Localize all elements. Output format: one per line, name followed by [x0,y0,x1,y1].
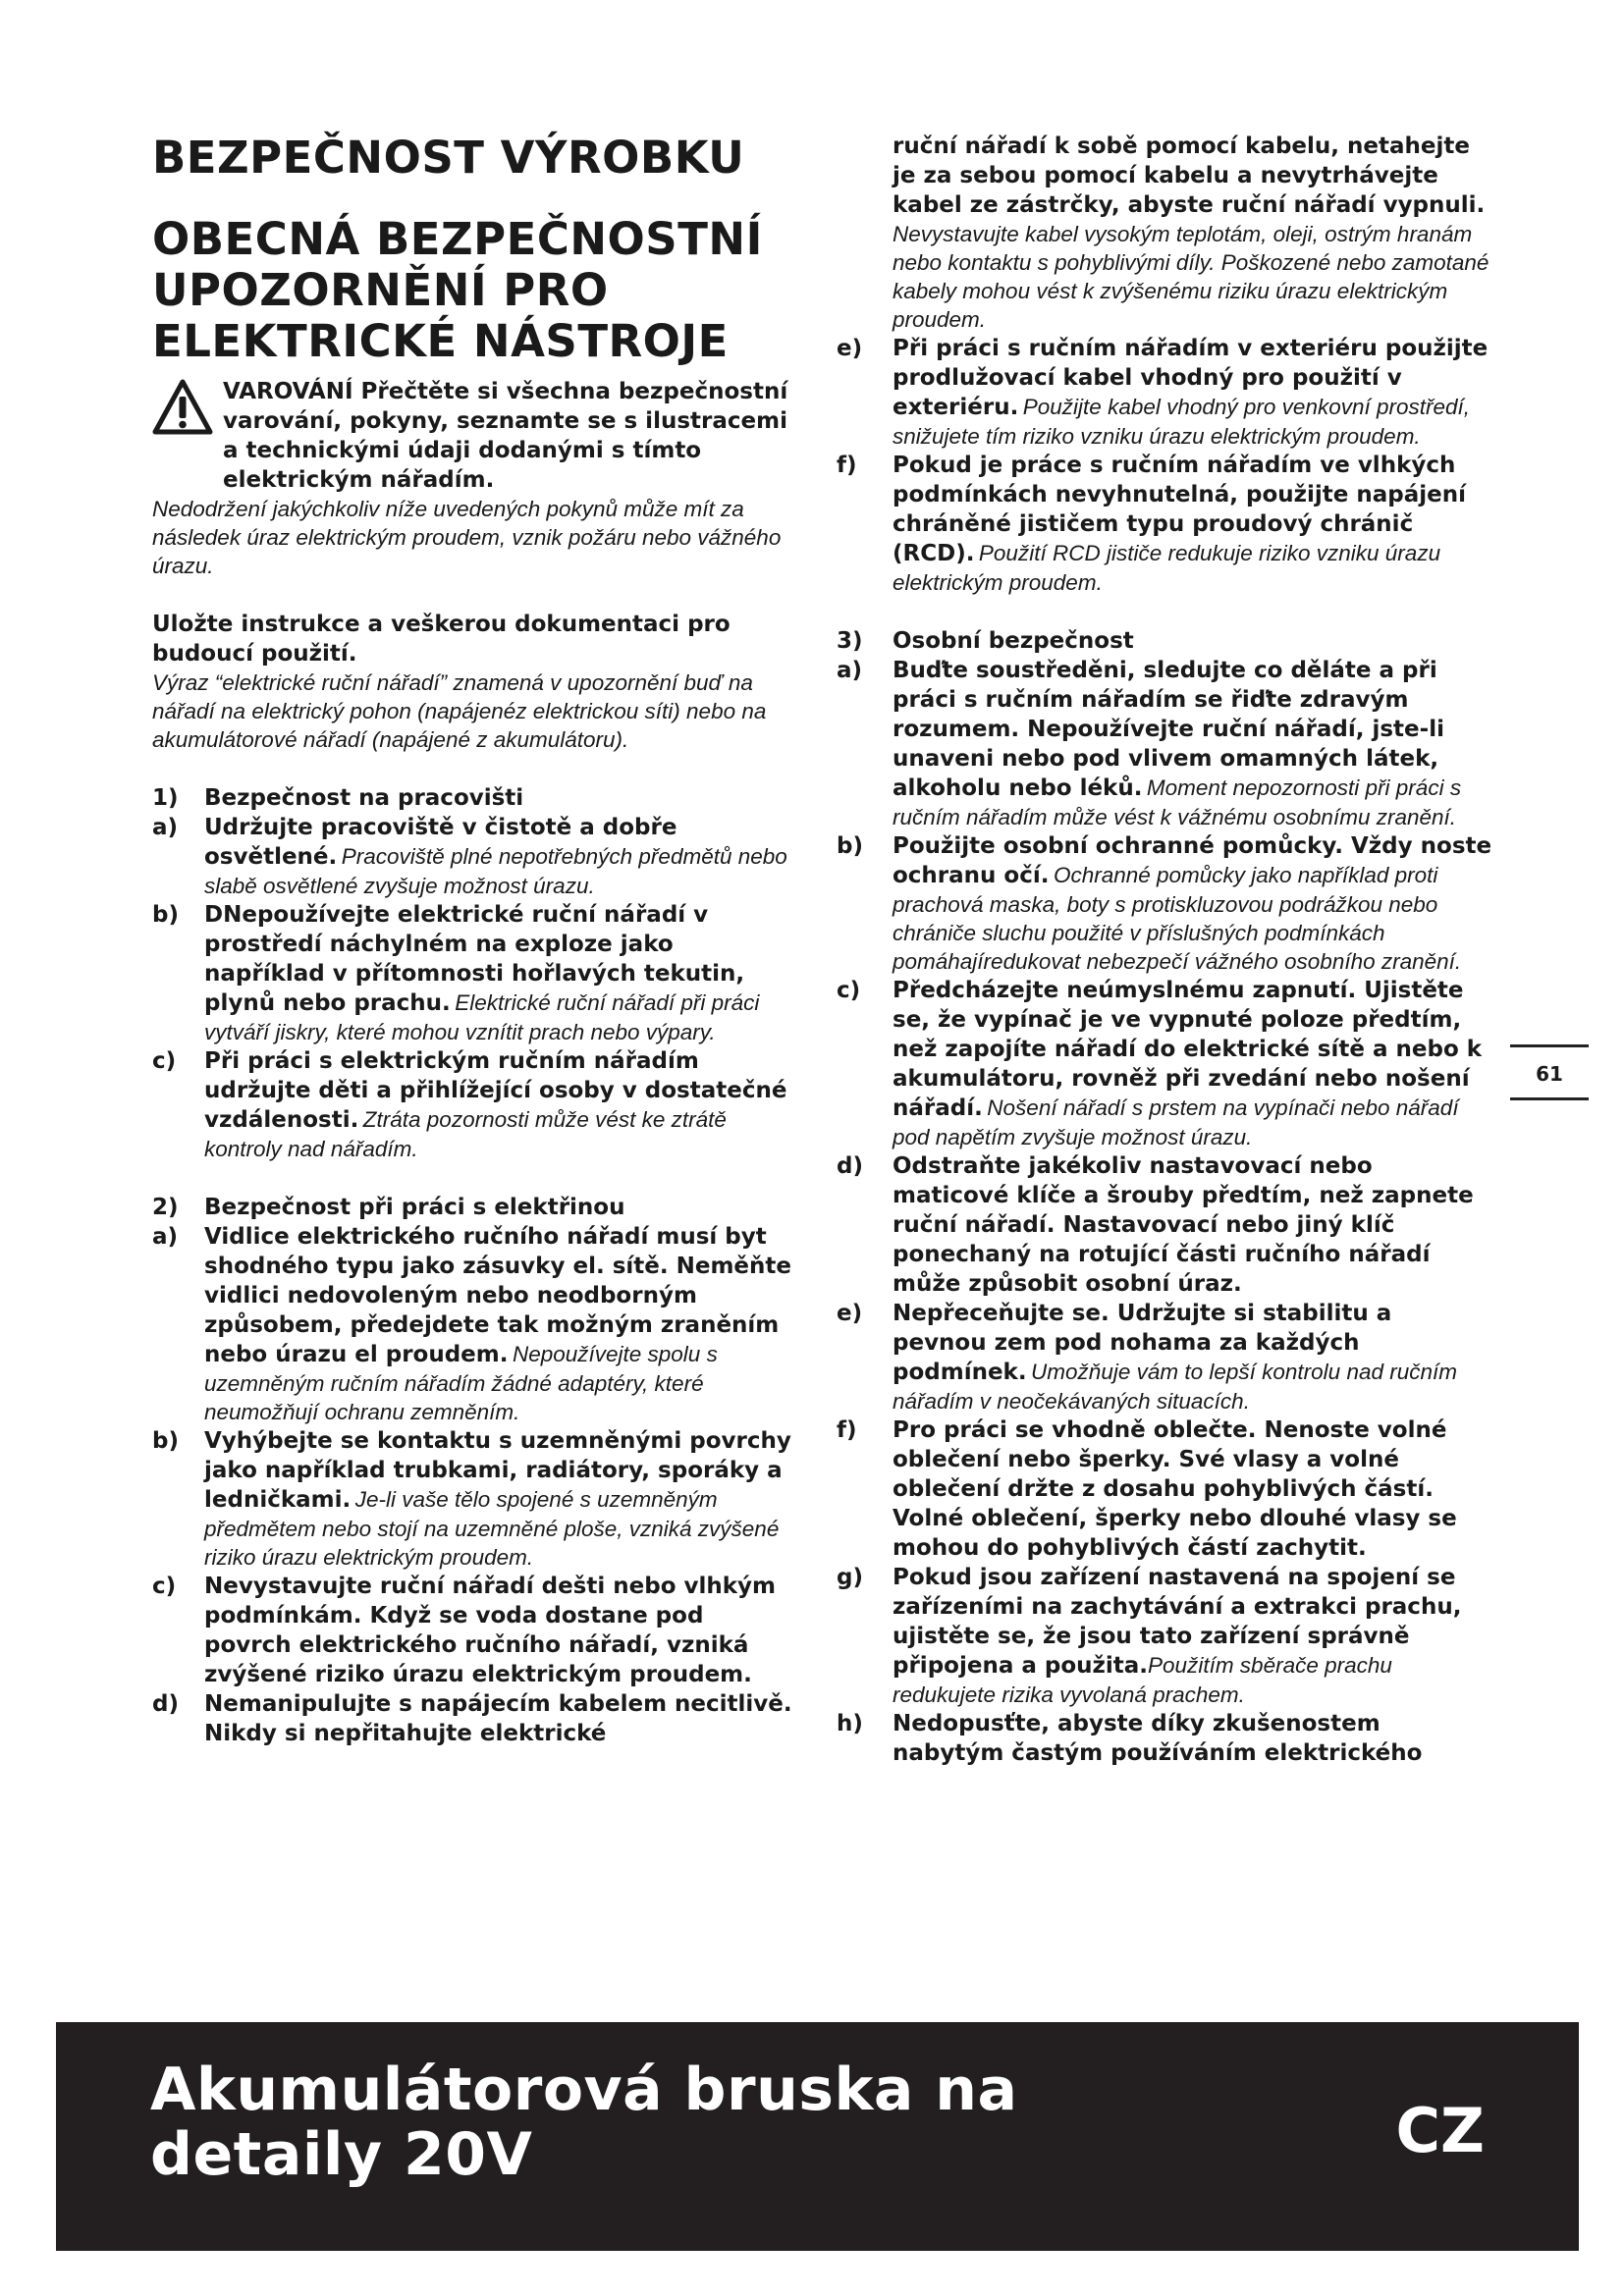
list-item [152,1572,795,1689]
tool-definition: Výraz “elektrické ruční nářadí” znamená v upozornění buď na nářadí na elektrický pohon (napájenéz elektrickou síti) nebo na akumulátorové nářadí (napájené z akumulátoru). [152,670,767,752]
item-italic: Umožňuje vám to lepší kontrolu nad ručním nářadím v neočekávaných situacích. [893,1360,1457,1414]
item-bold: Nepřeceňujte se. Udržujte si stabilitu a pevnou zem pod nohama za každých podmínek. [893,1301,1392,1385]
section-3-title-row [837,626,1492,656]
item-label: c) [837,978,861,1003]
warning-block [152,377,795,580]
list-item [152,1222,795,1426]
item-italic: Je-li vaše tělo spojené s uzemněným předmětem nebo stojí na uzemněné ploše, vzniká zvýšené riziko úrazu elektrickým proudem. [204,1487,780,1570]
item-bold: DNepoužívejte elektrické ruční nářadí v prostředí náchylném na exploze jako například v přítomnosti hořlavých tekutin, plynů nebo prachu. [204,902,745,1016]
item-bold: Vyhýbejte se kontaktu s uzemněnými povrchy jako například trubkami, radiátory, sporáky a ledničkami. [204,1428,791,1513]
item-italic: Elektrické ruční nářadí při práci vytváří jiskry, které mohou vznítit prach nebo výpary. [204,990,760,1044]
list-item [152,1426,795,1572]
item-italic: Nevystavujte kabel vysokým teplotám, oleji, ostrým hranám nebo kontaktu s pohyblivými díly. Poškozené nebo zamotané kabely mohou vést k zvýšenému riziku úrazu elektrickým proudem. [893,222,1489,332]
item-italic: Moment nepozornosti při práci s ručním nářadím může vést k vážnému osobnímu zranění. [893,775,1462,829]
item-bold: ruční nářadí k sobě pomocí kabelu, netahejte je za sebou pomocí kabelu a nevytrhávejte kabel ze zástrčky, abyste ruční nářadí vypnuli. [893,133,1486,218]
item-label: g) [837,1565,863,1590]
section-3-title: Osobní bezpečnost [893,628,1134,654]
item-label: c) [152,1574,177,1599]
item-italic: Nošení nářadí s prstem na vypínači nebo nářadí pod napětím zvyšuje možnost úrazu. [893,1095,1459,1149]
list-item [837,976,1492,1151]
section-2-title: Bezpečnost při práci s elektřinou [204,1195,625,1220]
footer-bar [56,2022,1579,2251]
list-item [837,656,1492,831]
item-label: f) [837,453,857,478]
item-bold: Při práci s elektrickým ručním nářadím udržujte děti a přihlížející osoby v dostatečné vzdálenosti. [204,1048,787,1133]
item-italic: Použitím sběrače prachu redukujete rizika vyvolaná prachem. [893,1653,1392,1707]
heading-sub: OBECNÁ BEZPEČNOSTNÍ UPOZORNĚNÍ PRO ELEKTRICKÉ NÁSTROJE [152,213,763,367]
item-label: a) [152,1224,179,1250]
item-label: h) [837,1711,863,1736]
item-label: b) [152,902,179,928]
item-bold: Nevystavujte ruční nářadí dešti nebo vlhkým podmínkám. Když se voda dostane pod povrch elektrického ručního nářadí, vzniká zvýšené riziko úrazu elektrickým proudem. [204,1574,777,1687]
item-label: e) [837,1301,863,1326]
section-1-title: Bezpečnost na pracovišti [204,785,524,811]
warning-triangle-icon [152,379,213,436]
item-italic: Ochranné pomůcky jako například proti prachová maska, boty s protiskluzovou podrážkou nebo chrániče sluchu použité v příslušných podmínkách pomáhajíredukovat nebezpečí vážného osobního zranění. [893,863,1462,974]
list-item [152,900,795,1046]
list-item [837,451,1492,597]
page-number-rule-bottom [1510,1097,1589,1100]
item-italic: Použití RCD jističe redukuje riziko vzniku úrazu elektrickým proudem. [893,541,1441,595]
item-bold: Odstraňte jakékoliv nastavovací nebo maticové klíče a šrouby předtím, než zapnete ruční nářadí. Nastavovací nebo jiný klíč ponechaný na rotující části ručního nářadí může způsobit osobní úraz. [893,1153,1474,1297]
item-bold: Použijte osobní ochranné pomůcky. Vždy noste ochranu očí. [893,833,1492,888]
item-bold: Pro práci se vhodně oblečte. Nenoste volné oblečení nebo šperky. Své vlasy a volné oblečení držte z dosahu pohyblivých částí. Volné oblečení, šperky nebo dlouhé vlasy se mohou do pohyblivých částí zachytit. [893,1417,1457,1561]
warning-bold-text: Přečtěte si všechna bezpečnostní varování, pokyny, seznamte se s ilustracemi a technickými údaji dodanými s tímto elektrickým nářadím. [223,379,788,493]
warning-italic-text: Nedodržení jakýchkoliv níže uvedených pokynů může mít za následek úraz elektrickým proudem, vznik požáru nebo vážného úrazu. [152,497,782,578]
section-1-number: 1) [152,785,179,811]
item-italic: Nepoužívejte spolu s uzemněným ručním nářadím žádné adaptéry, které neumožňují ochranu zemněním. [204,1342,718,1424]
continued-item [837,132,1492,334]
item-bold: Pokud je práce s ručním nářadím ve vlhkých podmínkách nevyhnutelná, použijte napájení chráněné jističem typu proudový chránič (RCD). [893,453,1466,566]
page-number-rule-top [1510,1044,1589,1047]
section-3-number: 3) [837,628,863,654]
product-title: Akumulátorová bruska na detaily 20V [150,2056,1018,2189]
list-item [837,1709,1492,1768]
list-item [152,1046,795,1163]
item-label: a) [152,815,179,840]
item-bold: Předcházejte neúmyslnému zapnutí. Ujistěte se, že vypínač je ve vypnuté poloze předtím, než zapojíte nářadí do elektrické sítě a nebo k akumulátoru, rovněž při zvedání nebo nošení nářadí. [893,978,1483,1121]
warning-text [152,377,795,495]
left-column [152,132,795,1748]
item-bold: Nemanipulujte s napájecím kabelem necitlivě. Nikdy si nepřitahujte elektrické [204,1691,792,1746]
item-bold: Při práci s ručním nářadím v exteriéru použijte prodlužovací kabel vhodný pro použití v exteriéru. [893,336,1489,420]
item-label: b) [152,1428,179,1454]
item-label: e) [837,336,863,361]
section-2-number: 2) [152,1195,179,1220]
item-bold: Buďte soustředěni, sledujte co děláte a při práci s ručním nářadím se řiďte zdravým rozumem. Nepoužívejte ruční nářadí, jste-li unaveni nebo pod vlivem omamných látek, alkoholu nebo léků. [893,658,1444,801]
list-item [837,334,1492,451]
item-label: b) [837,833,863,859]
section-2-title-row [152,1193,795,1222]
right-column [837,132,1492,1768]
item-bold: Pokud jsou zařízení nastavená na spojení se zařízeními na zachytávání a extrakci prachu, ujistěte se, že jsou tato zařízení správně připojena a použita. [893,1565,1462,1679]
section-1-title-row [152,783,795,813]
list-item [837,1563,1492,1709]
list-item [837,1151,1492,1299]
item-label: c) [152,1048,177,1074]
item-bold: Udržujte pracoviště v čistotě a dobře osvětlené. [204,815,677,870]
list-item [152,813,795,900]
item-label: f) [837,1417,857,1443]
item-bold: Vidlice elektrického ručního nářadí musí byt shodného typu jako zásuvky el. sítě. Neměňte vidlici nedovoleným nebo neodborným způsobem, předejdete tak možným zraněním nebo úrazu el proudem. [204,1224,791,1367]
item-label: d) [837,1153,863,1179]
keep-instructions: Uložte instrukce a veškerou dokumentaci pro budoucí použití. [152,612,731,667]
language-code: CZ [1395,2095,1485,2166]
item-label: a) [837,658,863,683]
item-italic: Použijte kabel vhodný pro venkovní prostředí, snižujete tím riziko vzniku úrazu elektrickým proudem. [893,395,1471,449]
heading-main: BEZPEČNOST VÝROBKU [152,132,745,184]
item-label: d) [152,1691,179,1717]
page-number: 61 [1536,1062,1563,1086]
warning-label: VAROVÁNÍ [223,379,353,404]
item-italic: Ztráta pozornosti může vést ke ztrátě kontroly nad nářadím. [204,1107,727,1161]
list-item [837,1415,1492,1563]
item-bold: Nedopusťte, abyste díky zkušenostem nabytým častým používáním elektrického [893,1711,1423,1766]
list-item [837,831,1492,976]
list-item [837,1299,1492,1415]
item-italic: Pracoviště plné nepotřebných předmětů nebo slabě osvětlené zvyšuje možnost úrazu. [204,844,787,898]
list-item [152,1689,795,1748]
